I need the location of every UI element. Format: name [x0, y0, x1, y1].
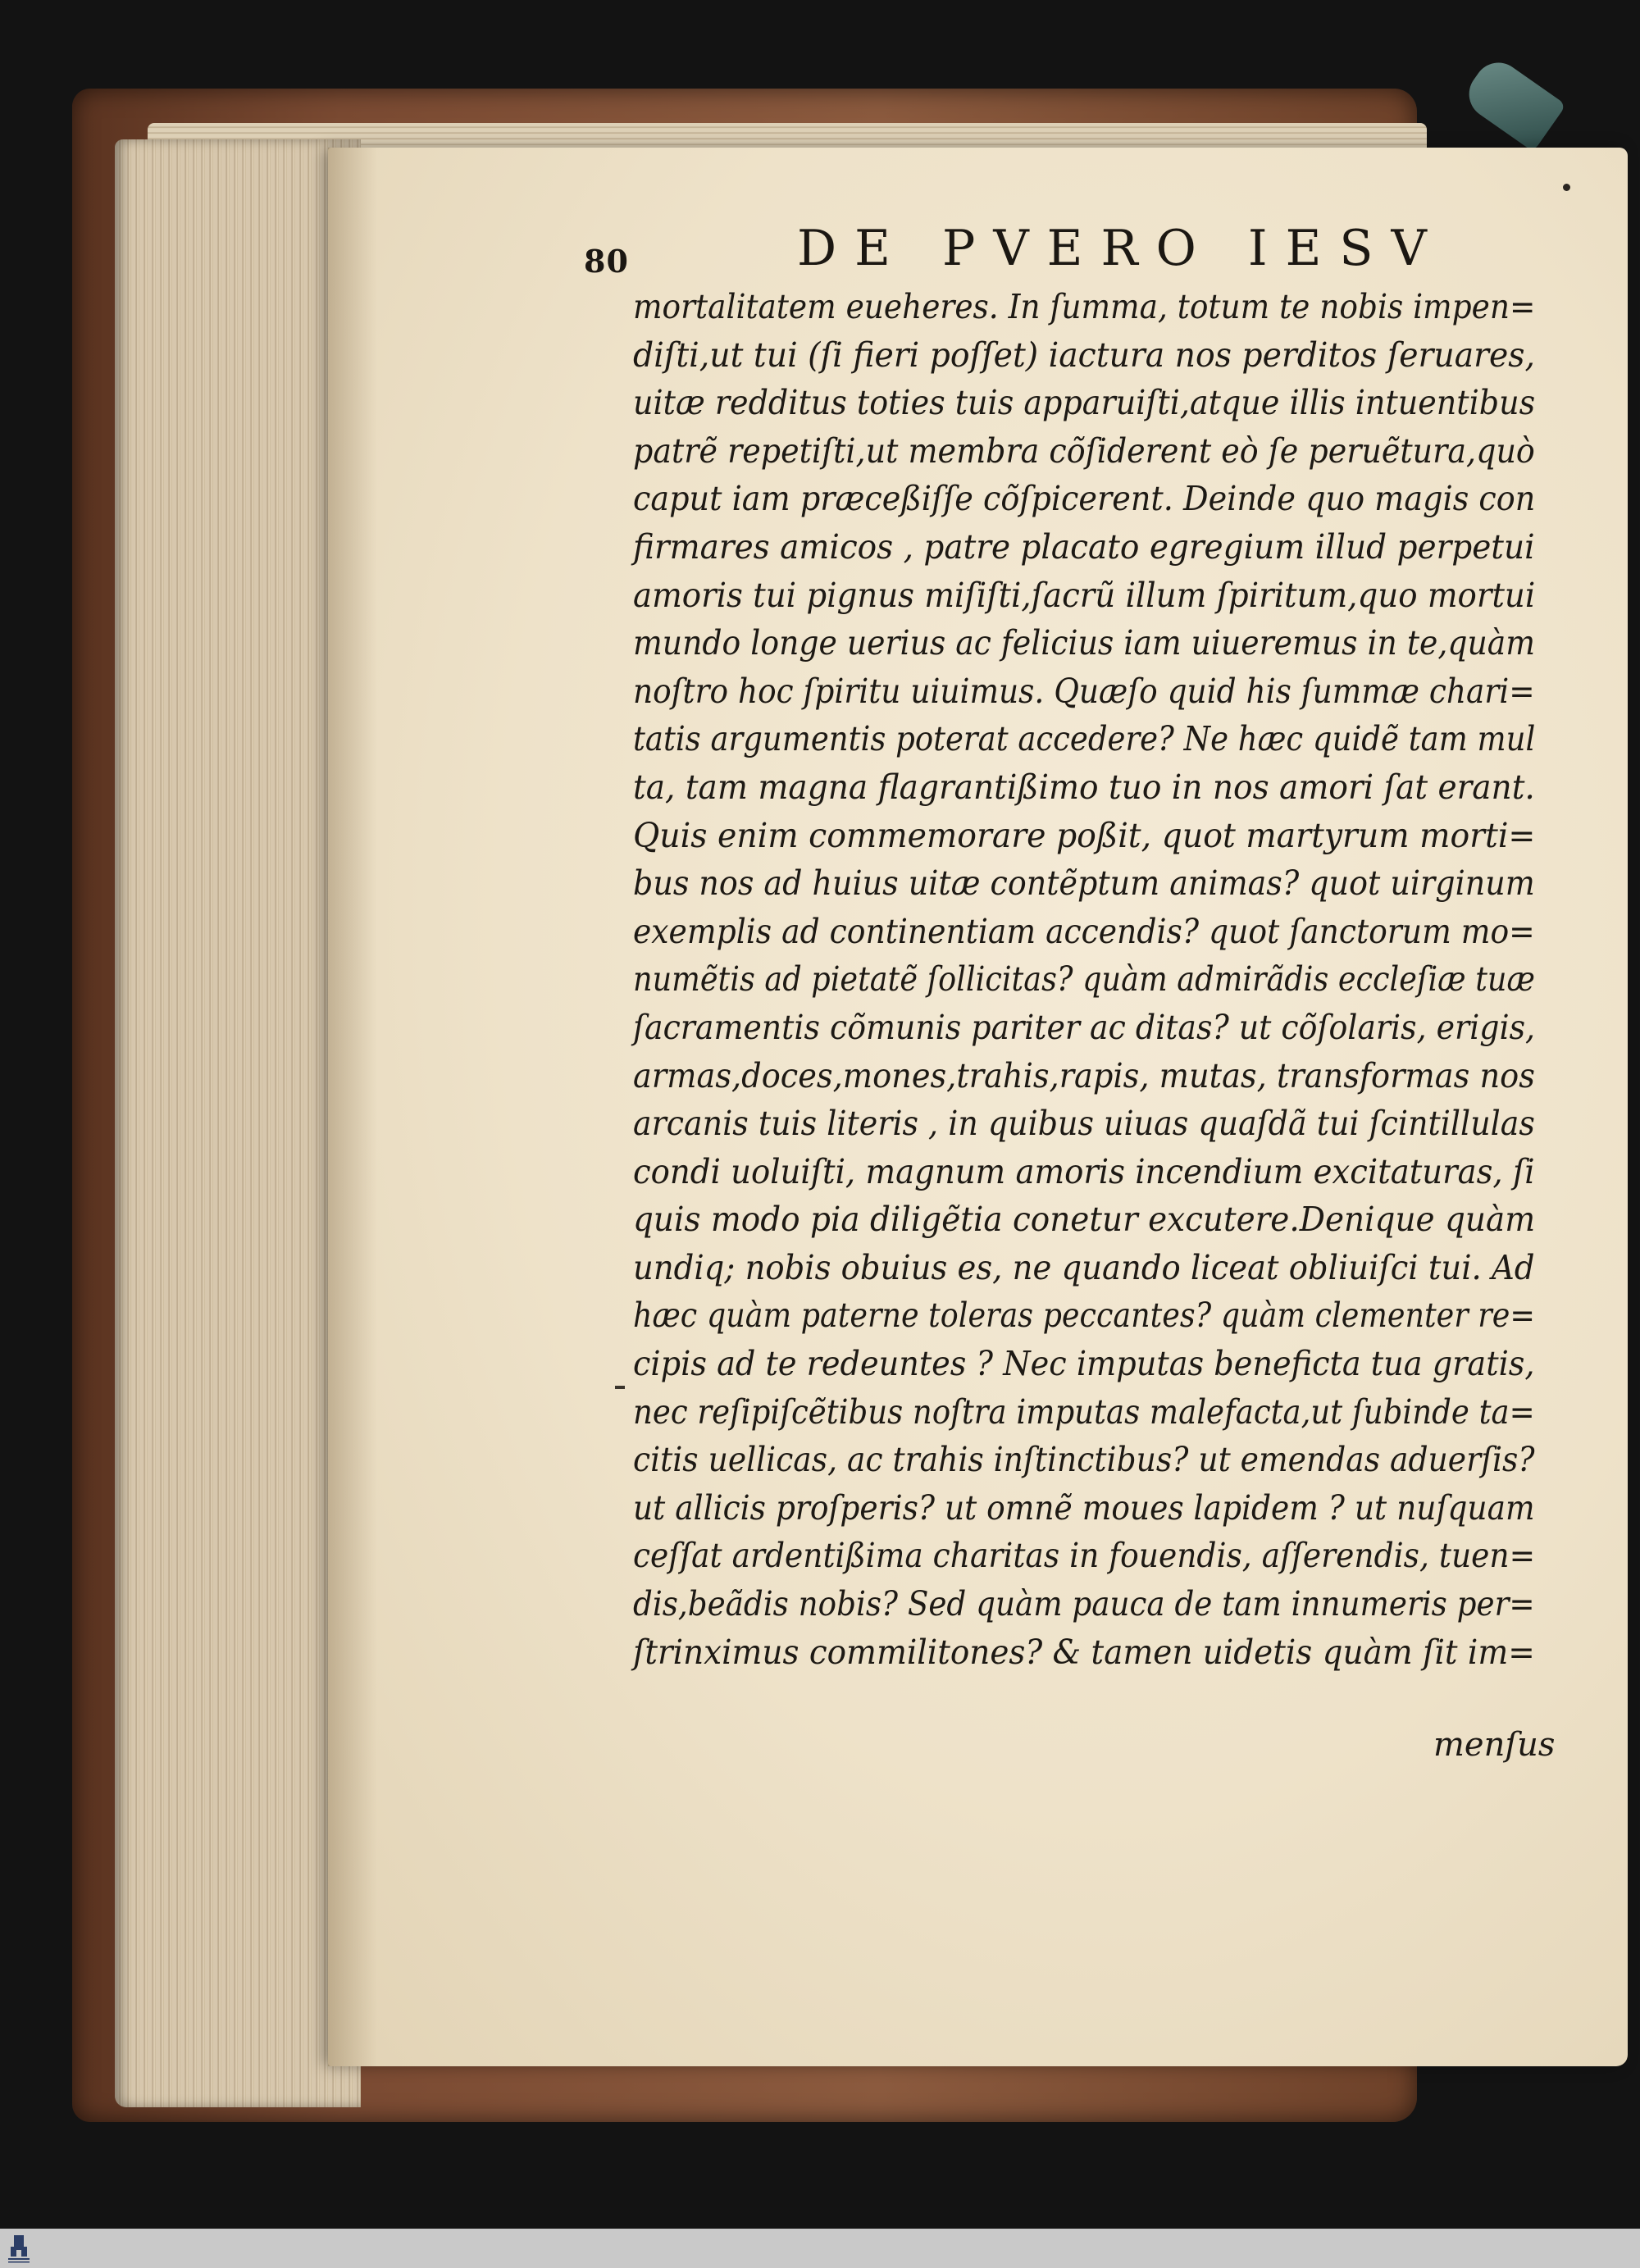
- text-line: mundo longe uerius ac felicius iam uiueremus in te,quàm: [633, 623, 1536, 663]
- library-logo-icon: [7, 2232, 31, 2265]
- text-line: hæc quàm paterne toleras peccantes? quàm clementer re=: [633, 1296, 1535, 1336]
- folio-number: 80: [584, 243, 629, 280]
- text-line: dis,beãdis nobis? Sed quàm pauca de tam innumeris per=: [633, 1584, 1535, 1624]
- text-line: mortalitatem eueheres. In ſumma, totum te nobis impen=: [633, 287, 1536, 326]
- text-line: exemplis ad continentiam accendis? quot ſanctorum mo=: [633, 911, 1535, 951]
- text-line: ut allicis proſperis? ut omnẽ moues lapidem ? ut nuſquam: [633, 1487, 1535, 1528]
- text-line: patrẽ repetiſti,ut membra cõſiderent eò ſe peruẽtura,quò: [633, 430, 1535, 471]
- text-line: tatis argumentis poterat accedere? Ne hæc quidẽ tam mul: [633, 719, 1536, 759]
- stray-mark: [615, 1386, 625, 1389]
- text-line: firmares amicos , patre placato egregium illud perpetui: [633, 526, 1535, 567]
- text-line: quis modo pia diligẽtia conetur excutere.Denique quàm: [633, 1200, 1536, 1240]
- text-line: amoris tui pignus miſiſti,ſacrũ illum ſpiritum,quo mortui: [633, 575, 1536, 615]
- catchword: menſus: [1433, 1726, 1556, 1764]
- viewer-footer-bar: [0, 2229, 1640, 2268]
- text-line: ta, tam magna flagrantißimo tuo in nos amori ſat erant.: [633, 767, 1535, 807]
- text-line: armas,doces,mones,trahis,rapis, mutas, transformas nos: [633, 1055, 1535, 1095]
- text-line: noſtro hoc ſpiritu uiuimus. Quæſo quid his ſummæ chari=: [633, 671, 1535, 711]
- text-line: diſti,ut tui (ſi fieri poſſet) iactura nos perditos ſeruares,: [633, 335, 1535, 375]
- text-line: Quis enim commemorare poßit, quot martyrum morti=: [633, 815, 1536, 855]
- text-line: undiq; nobis obuius es, ne quando liceat obliuiſci tui. Ad: [633, 1247, 1535, 1287]
- text-line: nec reſipiſcẽtibus noſtra imputas malefacta,ut ſubinde ta=: [633, 1391, 1535, 1432]
- ribbon-bookmark: [1460, 53, 1566, 152]
- text-line: citis uellicas, ac trahis inſtinctibus? ut emendas aduerſis?: [633, 1440, 1535, 1480]
- ink-spot: [1563, 184, 1570, 191]
- gutter-shadow: [328, 148, 377, 2066]
- running-title: DE PVERO IESV: [797, 220, 1445, 277]
- text-line: ceſſat ardentißima charitas in fouendis, aſſerendis, tuen=: [633, 1536, 1536, 1576]
- page-header: [584, 220, 1568, 285]
- text-line: uitæ redditus toties tuis apparuiſti,atque illis intuentibus: [633, 383, 1536, 423]
- text-line: bus nos ad huius uitæ contẽptum animas? quot uirginum: [633, 863, 1535, 904]
- text-line: condi uoluiſti, magnum amoris incendium excitaturas, ſi: [633, 1151, 1535, 1191]
- text-line: ſacramentis cõmunis pariter ac ditas? ut cõſolaris, erigis,: [633, 1007, 1536, 1047]
- text-line: arcanis tuis literis , in quibus uiuas quaſdã tui ſcintillulas: [633, 1104, 1535, 1144]
- body-text: [633, 283, 1535, 1676]
- text-line: numẽtis ad pietatẽ ſollicitas? quàm admirãdis eccleſiæ tuæ: [633, 959, 1535, 1000]
- page-edges-stack: [115, 139, 361, 2107]
- text-line: caput iam præceßiſſe cõſpicerent. Deinde quo magis con: [633, 479, 1536, 519]
- text-line: cipis ad te redeuntes ? Nec imputas beneficta tua gratis,: [633, 1344, 1535, 1384]
- text-line: ſtrinximus commilitones? & tamen uidetis quàm ſit im=: [633, 1632, 1535, 1672]
